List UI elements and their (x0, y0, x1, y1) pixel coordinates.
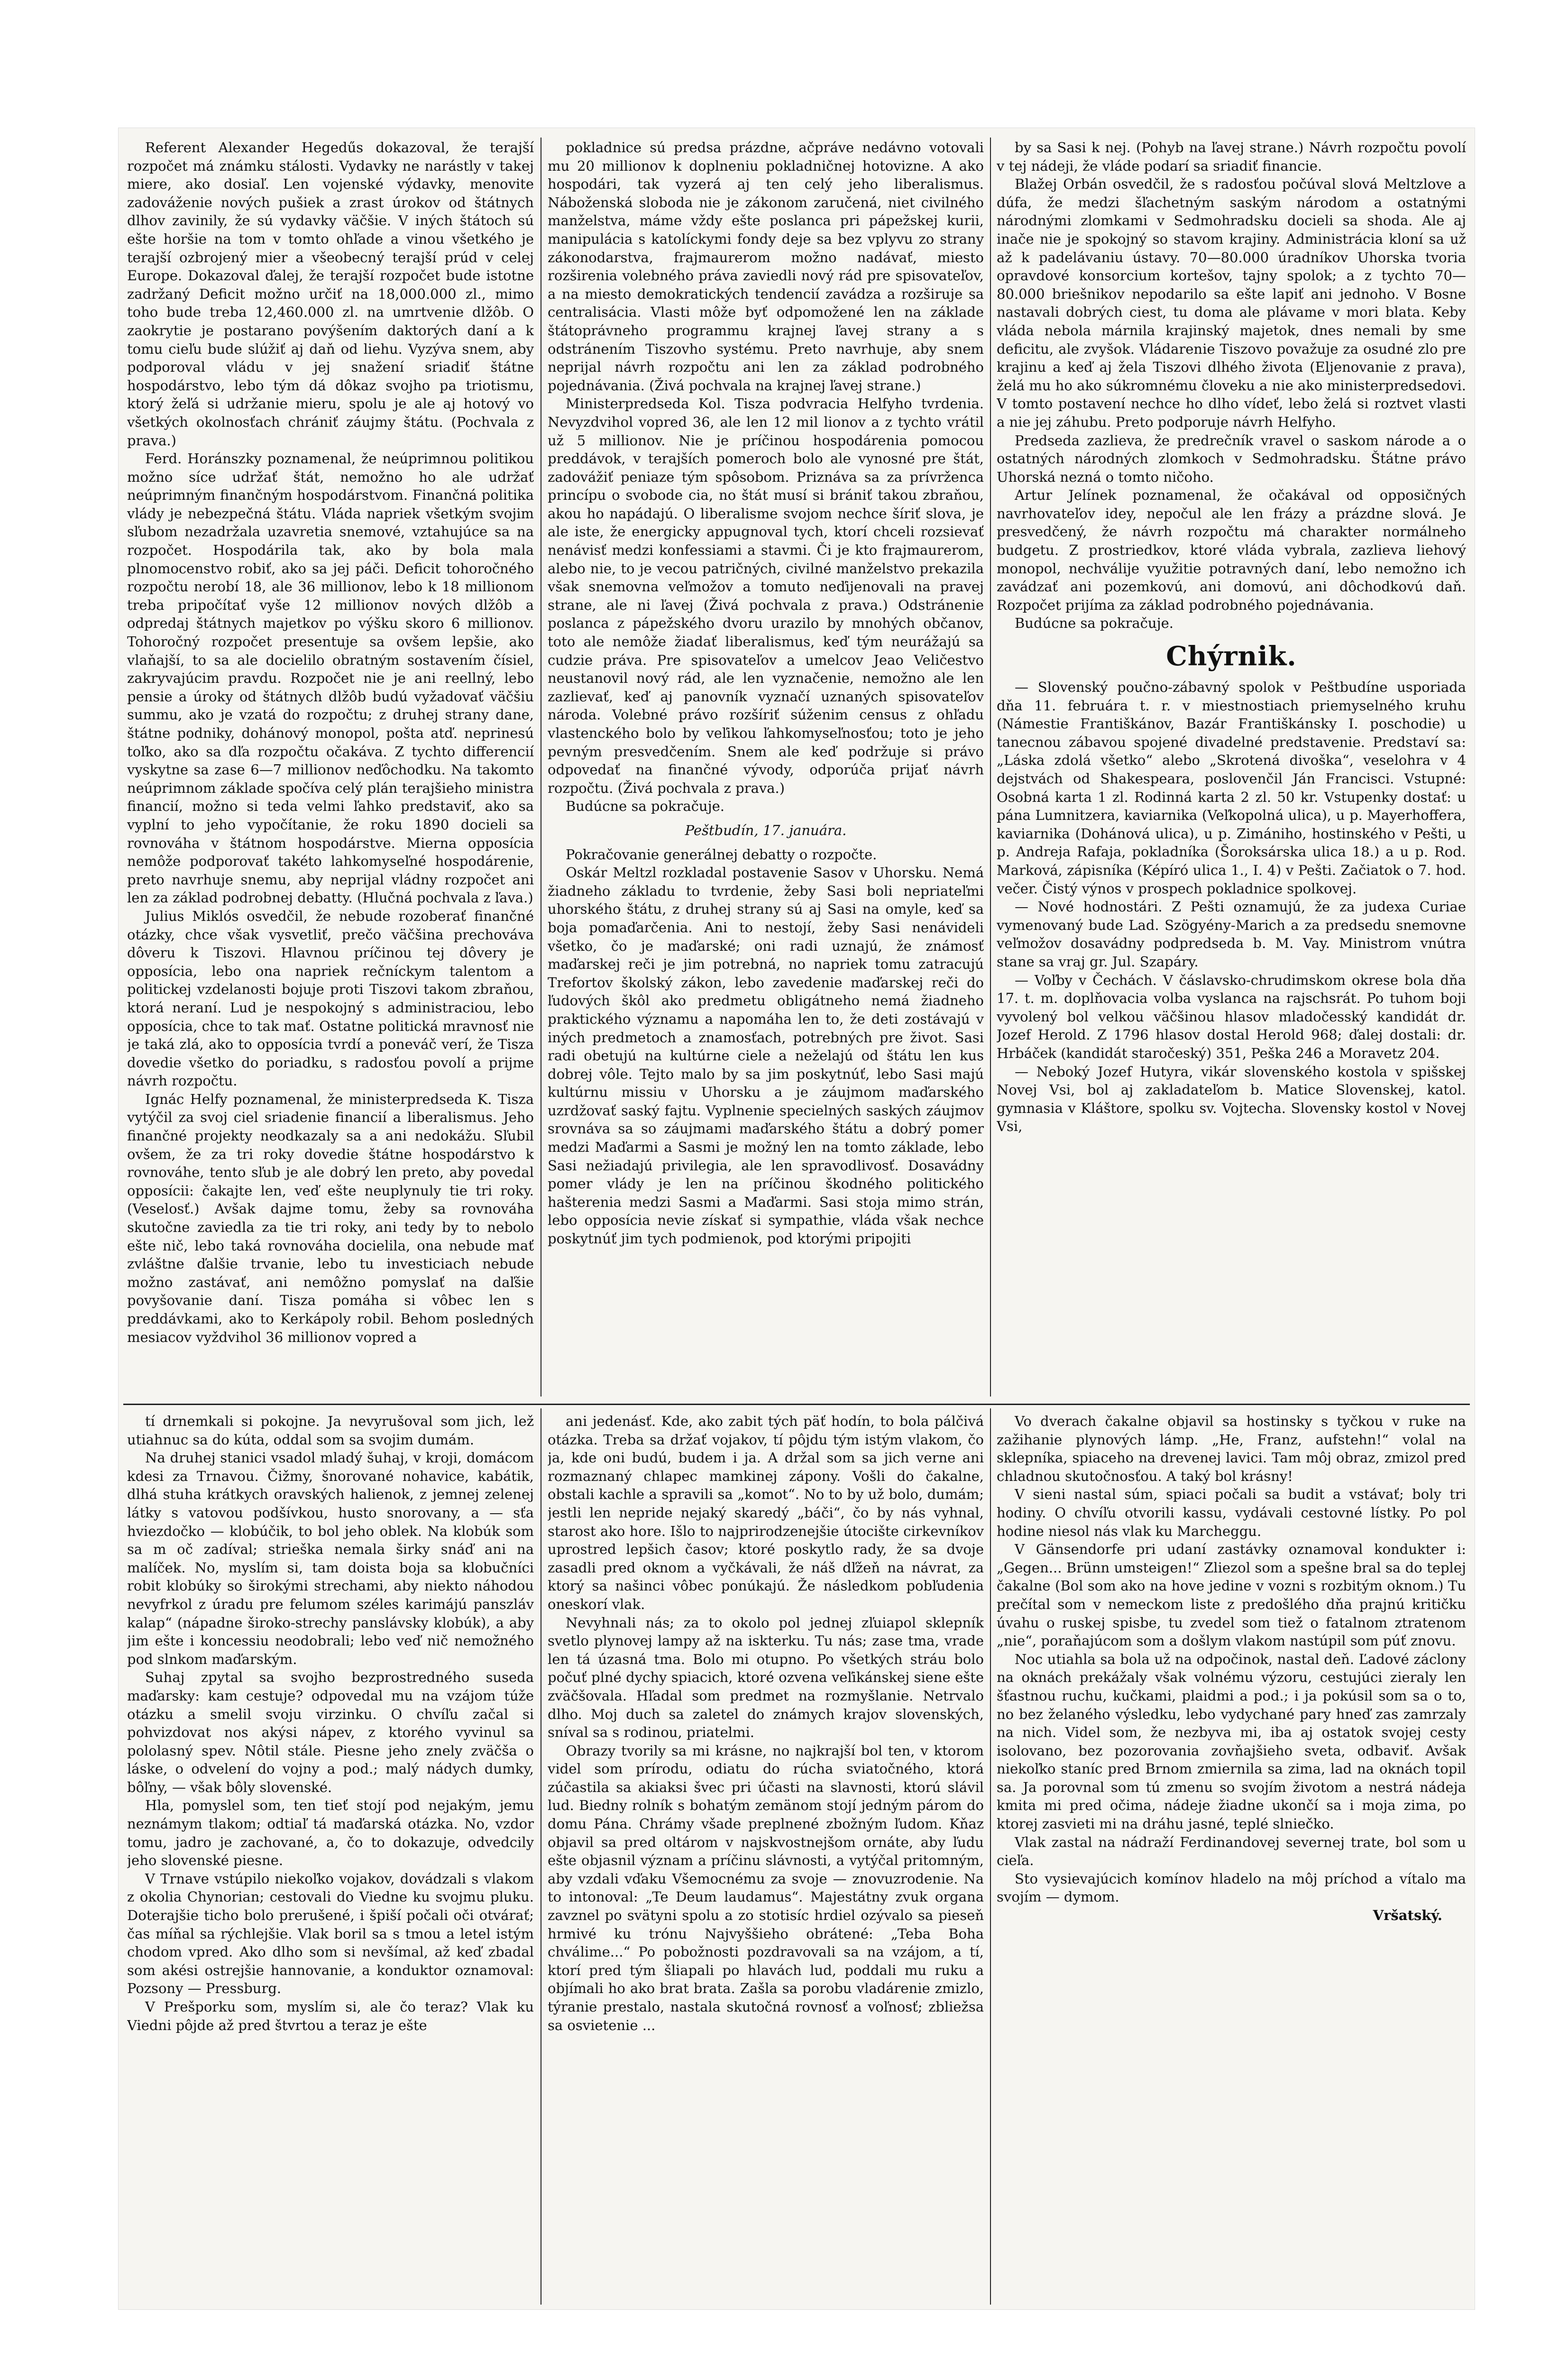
paragraph: Artur Jelínek poznamenal, že očakával od opposičných navrhovateľov idey, nepočul ale len frázy a prázdne slová. Je presvedčený, že návrh rozpočtu má charakter normálneho budgetu. Z prostriedkov, ktoré vláda vybrala, zazlieva liehový monopol, nechválije využitie potravných daní, lebo nemožno ich zavádzať ani pozemkovú, ani domovú, ani dôchodkovú daň. Rozpočet prijíma za základ podrobného pojednávania. (997, 487, 1466, 613)
paragraph: Referent Alexander Hegedűs dokazoval, že terajší rozpočet má známku stálosti. Vydavky ne narástly v takej miere, ako dosiaľ. Len vojenské výdavky, menovite zadováženie nových pušiek a zrast úrokov od štátnych dlhov zavinily, že sú vydavky väčšie. V iných štátoch sú ešte horšie na tom v tomto ohľade a vinou všetkého je terajší ozbrojený mier a všeobecný terajší prúd v celej Europe. Dokazoval ďalej, že terajší rozpočet bude istotne zadržaný Deficit možno určiť na 18,000.000 zl., mimo toho bude treba 12,460.000 zl. na umrtvenie dlžôb. O zaokrytie je postarano povýšením daktorých daní a k tomu cieľu bude slúžiť aj daň od liehu. Vyzýva snem, aby podporoval vládu v jej snažení sriadiť štátne hospodárstvo, lebo tým dá dôkaz svojho pa triotismu, ktorý žeľá si udržanie mieru, spolu je ale aj hotový vo všetkých okolnosťach chrániť záujmy štátu. (Pochvala z prava.) (127, 139, 534, 449)
paragraph: V Prešporku som, myslím si, ale čo teraz? Vlak ku Viedni pôjde až pred štvrtou a teraz je ešte (127, 1999, 534, 2033)
paragraph: Blažej Orbán osvedčil, že s radosťou počúval slová Meltzlove a dúfa, že medzi šľachetným saským národom a ostatnými národnými zlomkami v Sedmohradsku docieli sa shoda. Ale aj inače nie je spokojný so stavom krajiny. Administrácia kloní sa už až k padelávaniu ústavy. 70—80.000 úradníkov Uhorska tvoria opravdové konsorcium kortešov, tajny spolok; a z tychto 70—80.000 briešnikov nepodarilo sa ešte lapiť ani jednoho. V Bosne nastavali dobrých ciest, tu doma ale plávame v mori blata. Keby vláda nebola márnila krajinský majetok, dnes nemali by sme deficitu, ale zvyšok. Vládarenie Tiszovo považuje za osudné zlo pre krajinu a keď aj žela Tiszovi dlhého života (Eljenovanie z prava), želá mu ho ako súkromnému človeku a nie ako ministerpredsedovi. V tomto postavení nechce ho dlho vídeť, lebo želá si roztvet vlasti a nie jej záhubu. Preto podporuje návrh Helfyho. (997, 176, 1466, 430)
paragraph: Obrazy tvorily sa mi krásne, no najkrajší bol ten, v ktorom videl som prírodu, odiatu do rúcha sviatočného, ktorá zúčastila sa akiaksi švec pri účasti na slavnosti, ktorú slávil lud. Biedny rolník s bohatým zemänom stojí jedným párom do domu Pána. Chrámy všade preplnené zbožným ľudom. Kňaz objavil sa pred oltárom v najskvostnejšom ornáte, aby ľudu ešte objasnil význam a príčinu slávnosti, a vytýčal pritomným, aby vzdali vďaku Všemocnému za svoje — znovuzrodenie. Na to intonoval: „Te Deum laudamus“. Majestátny zvuk organa zavznel po svätyni spolu a zo stotisíc hrdiel ozývalo sa pieseň hrmivé ku trónu Najvyššieho obrátené: „Teba Boha chválime...“ Po pobožnosti pozdravovali sa na vzájom, a tí, ktorí pred tým šliapali po hlavách lud, poddali mu ruku a objímali ho ako brat brata. Zašla sa porobu vladárenie zmizlo, týranie prestalo, nastala skutočná rovnosť a voľnosť; zbliežsa sa osvietenie ... (548, 1742, 984, 2033)
paragraph: tí drnemkali si pokojne. Ja nevyrušoval som jich, lež utiahnuc sa do kúta, oddal som sa svojim dumám. (127, 1413, 534, 1448)
paragraph: pokladnice sú predsa prázdne, ačpráve nedávno votovali mu 20 millionov k doplneniu pokladničnej hotovizne. A ako hospodári, tak vyzerá aj ten celý jeho liberalismus. Náboženská sloboda nie je zákonom zaručená, niet civilného manželstva, máme vždy ešte poslanca pri pápežskej kurii, manipulácia s katolíckymi fondy deje sa bez vplyvu zo strany zákonodarstva, frajmaurerom možno nadávať, miesto rozširenia volebného práva zaviedli nový rád pre spisovateľov, a na miesto demokratických tendencií zavádza a rozširuje sa centralisácia. Vlasti môže byť odpomožené len na základe štátoprávneho programmu krajnej ľavej strany a s odstránením Tiszovho systému. Preto navrhuje, aby snem neprijal návrh rozpočtu ani len za základ podrobného pojednávania. (Živá pochvala na krajnej ľavej strane.) (548, 139, 984, 394)
paragraph: Ferd. Horánszky poznamenal, že neúprimnou politikou možno síce udržať štát, nemožno ho ale udržať neúprimným finančným hospodárstvom. Finančná politika vlády je nebezpečná štátu. Vláda napriek všetkým svojim sľubom nezadržala uzavretia snemové, vztahujúce sa na rozpočet. Hospodárila tak, ako by bola mala plnomocenstvo robiť, ako sa jej páči. Deficit tohoročného rozpočtu nerobí 18, ale 36 millionov, lebo k 18 millionom treba pripočítať vyše 12 millionov nových dlžôb a odpredaj štátnych majetkov po výšku skoro 6 millionov. Tohoročný rozpočet presentuje sa ovšem lepšie, ako vlaňajší, to sa ale docielilo obratným sostavením čísiel, zakryvajúcim pravdu. Rozpočet nie je ani reellný, lebo pensie a úroky od štátnych dlžôb budú vyžadovať väčšiu summu, ako je vzatá do rozpočtu; z druhej strany dane, štátne podniky, dohánový monopol, pošta atď. neprinesú toľko, ako sa dľa rozpočtu očakáva. Z tychto differencií vyskytne sa zase 6—7 millionov neďôchodku. Na takomto neúprimnom základe spočíva celý plán terajšieho ministra financií, možno si teda velmi ľahko predstaviť, ako sa vyplní to jeho vypočítanie, že roku 1890 docieli sa rovnováha v štátnom hospodárstve. Mierna opposícia nemôže podporovať takéto lahkomyseľné hospodárenie, preto navrhuje snemu, aby neprijal vládny rozpočet ani len za základ podrobnej debatty. (Hlučná pochvala z ľava.) (127, 450, 534, 906)
paragraph: V sieni nastal súm, spiaci počali sa budit a vstávať; boly tri hodiny. O chvíľu otvorili kassu, vydávali cestovné lístky. Po pol hodine niesol nás vlak ku Marcheggu. (997, 1486, 1466, 1539)
paragraph: Oskár Meltzl rozkladal postavenie Sasov v Uhorsku. Nemá žiadneho základu to tvrdenie, žeby Sasi boli nepriateľmi uhorského štátu, z druhej strany sú aj Sasi na omyle, keď sa boja pomaďarčenia. Ani to nestojí, žeby Sasi nenávideli všetko, čo je maďarské; oni radi uznajú, že známosť maďarskej reči je jim potrebná, no napriek tomu zatracujú Trefortov školský zákon, lebo zavedenie maďarskej reči do ľudových škôl ako predmetu obligátneho nemá žiadneho praktického významu a napomáha len to, že deti zostávajú v iných predmetoch a znamosťach, potrebných pre život. Sasi radi obetujú na kultúrne ciele a neželajú od štátu len kus dobrej vôle. Tejto malo by sa jim poskytnúť, lebo Sasi majú kultúrnu missiu v Uhorsku a je záujmom maďarského uzrdžovať saský fajtu. Vyplnenie specielných saských záujmov srovnáva sa so záujmami maďarského štátu a dobrý pomer medzi Maďarmi a Sasmi je možný len na tomto základe, lebo Sasi nežiadajú privilegia, ale len spravodlivosť. Dosavádny pomer vlády je len na príčinou škodného politického hašterenia medzi Sasmi a Maďarmi. Sasi stoja mimo strán, lebo opposícia nevie získať si sympathie, vláda však nechce poskytnúť jim tych podmienok, pod ktorými pripojiti (548, 864, 984, 1247)
continuation-note: Budúcne sa pokračuje. (1015, 615, 1174, 632)
paragraph: Noc utiahla sa bola už na odpočinok, nastal deň. Ľadové záclony na oknách prekážaly však volnému výzoru, cestujúci zieraly len šťastnou ruchu, kučkami, plaidmi a pod.; i ja pokúsil som sa o to, no bez želaného výsledku, lebo vydychané pary hneď zas zamrzaly na nich. Videl som, že nezbyva mi, iba aj ostatok svojej cesty isolovano, bez pozorovania zovňajšieho sveta, odbaviť. Avšak niekoľko staníc pred Brnom zmiernila sa zima, lad na oknách topil sa. Ja porovnal som tú zmenu so svojím životom a nestrá nádeja kmita mi pred očima, nádeje žiadne ukončí sa i moja zima, po ktorej zasvieti mi na dráhu jasné, teplé slniečko. (997, 1651, 1466, 1832)
author-signature: Vršatský. (1373, 1907, 1442, 1924)
paragraph: ani jedenásť. Kde, ako zabit tých päť hodín, to bola pálčivá otázka. Treba sa držať vojakov, tí pôjdu tým istým vlakom, čo ja, kde oni budú, budem i ja. A držal som sa jich verne ani rozmaznaný chlapec mamkinej zápony. Vošli do čakalne, obstali kachle a spravili sa „komot“. No to by už bolo, dumám; jestli len nepride nejaký skaredý „báči“, čo by nás vyhnal, starost ako hore. Išlo to najprirodzenejšie útocište cirkevníkov uprostred lepšich časov; ktoré poskytlo rady, že sa dvoje zasadli pred oknom a vyčkávali, že náš dľžeň na návrat, za ktorý sa našinci vôbec ponúkajú. Že následkom pobľudenia oneskorí vlak. (548, 1413, 984, 1612)
bottom-column-2 (548, 1412, 984, 2304)
news-item: — Neboký Jozef Hutyra, vikár slovenského kostola v spišskej Novej Vsi, bol aj zakladateľom b. Matice Slovenskej, katol. gymnasia v Kláštore, spolku sv. Vojtecha. Slovensky kostol v Novej Vsi, (997, 1063, 1466, 1135)
news-item: — Slovenský poučno-zábavný spolok v Peštbudíne usporiada dňa 11. februára t. r. v miestnostiach priemyselného kruhu (Námestie Františkánov, Bazár Františkánsky I. poschodie) u tanecnou zábavou spojené divadelné predstavenie. Predstaví sa: „Láska zdolá všetko“ alebo „Skrotená divoška“, veselohra v 4 dejstvách od Shakespeara, poslovenčil Ján Francisci. Vstupné: Osobná karta 1 zl. Rodinná karta 2 zl. 50 kr. Vstupenky dostať: u pána Lumnitzera, kaviarnika (Veľkopolná ulica), u p. Mayerhoffera, kaviarnika (Dohánová ulica), u p. Zimániho, hostinského v Pešti, u p. Andreja Rafaja, pokladníka (Šoroksárska ulica 18.) a u p. Rod. Marková, zápisníka (Képíró ulica 1., I. 4) v Pešti. Začiatok o 7. hod. večer. Čistý výnos v prospech pokladnice spolkovej. (997, 679, 1466, 897)
paragraph: Hla, pomyslel som, ten tieť stojí pod nejakým, jemu neznámym tlakom; odtiaľ tá maďarská otázka. No, vzdor tomu, jadro je zachované, a, čo to dokazuje, odvedcily jeho slovenské piesne. (127, 1797, 534, 1869)
dateline: Peštbudín, 17. januára. (685, 822, 847, 838)
paragraph: Julius Miklós osvedčil, že nebude rozoberať finančné otázky, chce však vysvetliť, prečo väčšina prechováva dôveru k Tiszovi. Hlavnou príčinou tej dôvery je opposícia, lebo ona napriek rečníckym talentom a politickej vzdelanosti bojuje proti Tiszovi takom zbraňou, ktorá neraní. Lud je nespokojný s administraciou, lebo opposícia, chce to tak mať. Ostatne politická mravnosť nie je taká zlá, ako to opposícia tvrdí a poneváč verí, že Tisza dovedie všetko do poriadku, s radosťou povolí a prijme návrh rozpočtu. (127, 908, 534, 1089)
paragraph: Ignác Helfy poznamenal, že ministerpredseda K. Tisza vytýčil za svoj ciel sriadenie financií a liberalismus. Jeho finančné projekty neodkazaly sa a ani nedokážu. Sľubil ovšem, že za tri roky dovedie štátne hospodárstvo k rovnováhe, tento sľub je ale dobrý len preto, aby povedal opposícii: čakajte len, veď ešte neuplynuly tie tri roky. (Veselosť.) Avšak dajme tomu, žeby sa rovnováha skutočne zaviedla za tie tri roky, ani tedy by to nebolo ešte nič, lebo taká rovnováha docielila, ona nebude mať zvláštne ďalšie trvanie, lebo tu investiciach nebude možno zastávať, ani nemôžno pomyslať na daľšie povyšovanie daní. Tisza pomáha si vôbec len s preddávkami, ako to Kerkápoly robil. Behom posledných mesiacov vyždvihol 36 millionov vopred a (127, 1091, 534, 1345)
paragraph: Nevyhnali nás; za to okolo pol jednej zľuiapol sklepník svetlo plynovej lampy až na iskterku. Tu nás; zase tma, vrade len tá úzasná tma. Bolo mi otupno. Po všetkých stráu bolo počuť plné dychy spiacich, ktoré ozvena veľikánskej siene ešte zväčšovala. Hľadal som predmet na rozmyšlanie. Netrvalo dlho. Moj duch sa zaletel do známych krajov slovenských, sníval sa s rodinou, priatelmi. (548, 1614, 984, 1741)
paragraph: Predseda zazlieva, že predrečník vravel o saskom národe a o ostatných národných zlomkoch v Sedmohradsku. Štátne právo Uhorská nezná o tomto ničoho. (997, 432, 1466, 485)
news-item: — Voľby v Čechách. V čáslavsko-chrudimskom okrese bola dňa 17. t. m. doplňovacia volba vyslanca na rajschsrát. Po tuhom boji vyvolený bol velkou väčšinou hlasov mladočesský kandidát dr. Jozef Herold. Z 1796 hlasov dostal Herold 968; ďalej dostali: dr. Hrbáček (kandidát staročeský) 351, Peška 246 a Moravetz 204. (997, 972, 1466, 1061)
section-heading-chyrnik: Chýrnik. (1166, 641, 1297, 672)
newspaper-page (119, 128, 1475, 2309)
paragraph: Ministerpredseda Kol. Tisza podvracia Helfyho tvrdenia. Nevyzdvihol vopred 36, ale len 12 mil lionov a z tychto vrátil už 5 millionov. Nie je príčinou hospodárenia pomocou preddávok, v terajších pomeroch bolo ale vynosné pre štát, zadovážiť peniaze tým spôsobom. Priznáva sa za prívrženca princípu o svobode cia, no štát musí si brániť takou zbraňou, akou ho napádajú. O liberalisme svojom nechce šíriť slova, je ale iste, že energicky appugnoval tych, ktorí chceli rozsievať nenávisť medzi konfessiami a stavmi. Či je kto frajmaurerom, alebo nie, to je vecou patričných, civilné manželstvo prekazila však snemovna veľmožov a tomuto neďijenovali na pravej strane, ale ni ľavej (Živá pochvala z prava.) Odstránenie poslanca z pápežského dvoru urazilo by mnohých občanov, toto ale nemôže žiadať liberalismus, keď tým neurážajú sa cudzie práva. Pre spisovateľov a umelcov Jeao Veličestvo neustanovil nový rád, ale len vyznačenie, nemožno ale len zazlievať, keď aj panovník vyznačí uznaných spisovateľov národa. Volebné právo rozšíriť súženim census z ohľadu vlastenckého bolo by veľikou ľahkomyseľnosťou; toto je jeho pevným presvedčením. Snem ale keď podržuje si právo odpovedať na finančné vývody, odporúča prijať návrh rozpočtu. (Živá pochvala z prava.) (548, 395, 984, 796)
top-column-1 (127, 138, 534, 1395)
paragraph: Sto vysievajúcich komínov hladelo na môj príchod a vítalo ma svojím — dymom. (997, 1870, 1466, 1905)
column-rule (990, 1408, 991, 2305)
bottom-column-1 (127, 1412, 534, 2304)
top-column-2 (548, 138, 984, 1395)
bottom-column-3 (997, 1412, 1466, 2304)
paragraph: Suhaj zpytal sa svojho bezprostredného suseda maďarsky: kam cestuje? odpovedal mu na vzájom túže otázku a smelil svoju virzinku. O chvíľu začal si pohvizdovat nos akýsi nápev, z ktorého vyvinul sa pololasný spev. Nôtil stále. Piesne jeho znely zväčša o láske, o odvelení do vojny a pod.; malý nádych dumky, bôľny, — však bôly slovenské. (127, 1669, 534, 1795)
section-subtitle: Pokračovanie generálnej debatty o rozpočte. (566, 846, 877, 863)
paragraph: Vlak zastal na nádraží Ferdinandovej severnej trate, bol som u cieľa. (997, 1834, 1466, 1869)
paragraph: Na druhej stanici vsadol mladý šuhaj, v kroji, domácom kdesi za Trnavou. Čižmy, šnorované nohavice, kabátik, dlhá stuha krátkych oravských halienok, z jemnej zelenej látky s vatovou podšívkou, husto snorovany, a — sťa hviezdočko — klobúčik, to bol jeho oblek. Na klobúk som sa m oč zadíval; strieška nemala širky snáď ani na malíček. No, myslím si, tam doista boja sa klobučníci robit klobúky so širokými strechami, aby niekto náhodou nevyfrkol z úradu pre felumom széles karimájú panszláv kalap“ (nápadne široko-strechy panslávsky klobúk), a aby jim ešte i koncessiu neodobrali; lebo veď nič nemožného pod slnkom maďarským. (127, 1450, 534, 1667)
news-item: — Nové hodnostári. Z Pešti oznamujú, že za judexa Curiae vymenovaný bude Lad. Szögyény-Marich a za predsedu snemovne veľmožov dosavádny podpredseda b. M. Vay. Ministrom vnútra stane sa vraj gr. Jul. Szapáry. (997, 899, 1466, 970)
section-divider (123, 1404, 1470, 1405)
paragraph: V Trnave vstúpilo niekoľko vojakov, dovádzali s vlakom z okolia Chynorian; cestovali do Viedne ku svojmu pluku. Doterajšie ticho bolo prerušené, i špiší počali oči otvárať; čas míňal sa rýchlejšie. Vlak boril sa s tmou a letel istým chodom vpred. Ako dlho som si nevšímal, až keď zbadal som akési ostrejšie hannovanie, a konduktor oznamoval: Pozsony — Pressburg. (127, 1870, 534, 1997)
paragraph: V Gänsendorfe pri udaní zastávky oznamoval kondukter i: „Gegen... Brünn umsteigen!“ Zliezol som a spešne bral sa do teplej čakalne (Bol som ako na hove jedine v vozni s rozbitým oknom.) Tu prečítal som v nemeckom liste z predošlého dňa prajnú kritičku úvahu o ruskej spisbe, tu zvedel som tiež o fatalnom ztratenom „nie“, poraňajúcom som a došlym vlakom nastúpil som púť znovu. (997, 1541, 1466, 1649)
top-column-3 (997, 138, 1466, 1395)
paragraph: by sa Sasi k nej. (Pohyb na ľavej strane.) Návrh rozpočtu povolí v tej nádeji, že vláde podarí sa sriadiť financie. (997, 139, 1466, 174)
paragraph: Vo dverach čakalne objavil sa hostinsky s tyčkou v ruke na zažihanie plynových lámp. „He, Franz, aufstehn!“ volal na sklepníka, spiaceho na drevenej lavici. Tam môj obraz, zmizol pred chladnou skutočnosťou. A taký bol krásny! (997, 1413, 1466, 1484)
column-rule (990, 138, 991, 1397)
continuation-note: Budúcne sa pokračuje. (566, 798, 724, 815)
